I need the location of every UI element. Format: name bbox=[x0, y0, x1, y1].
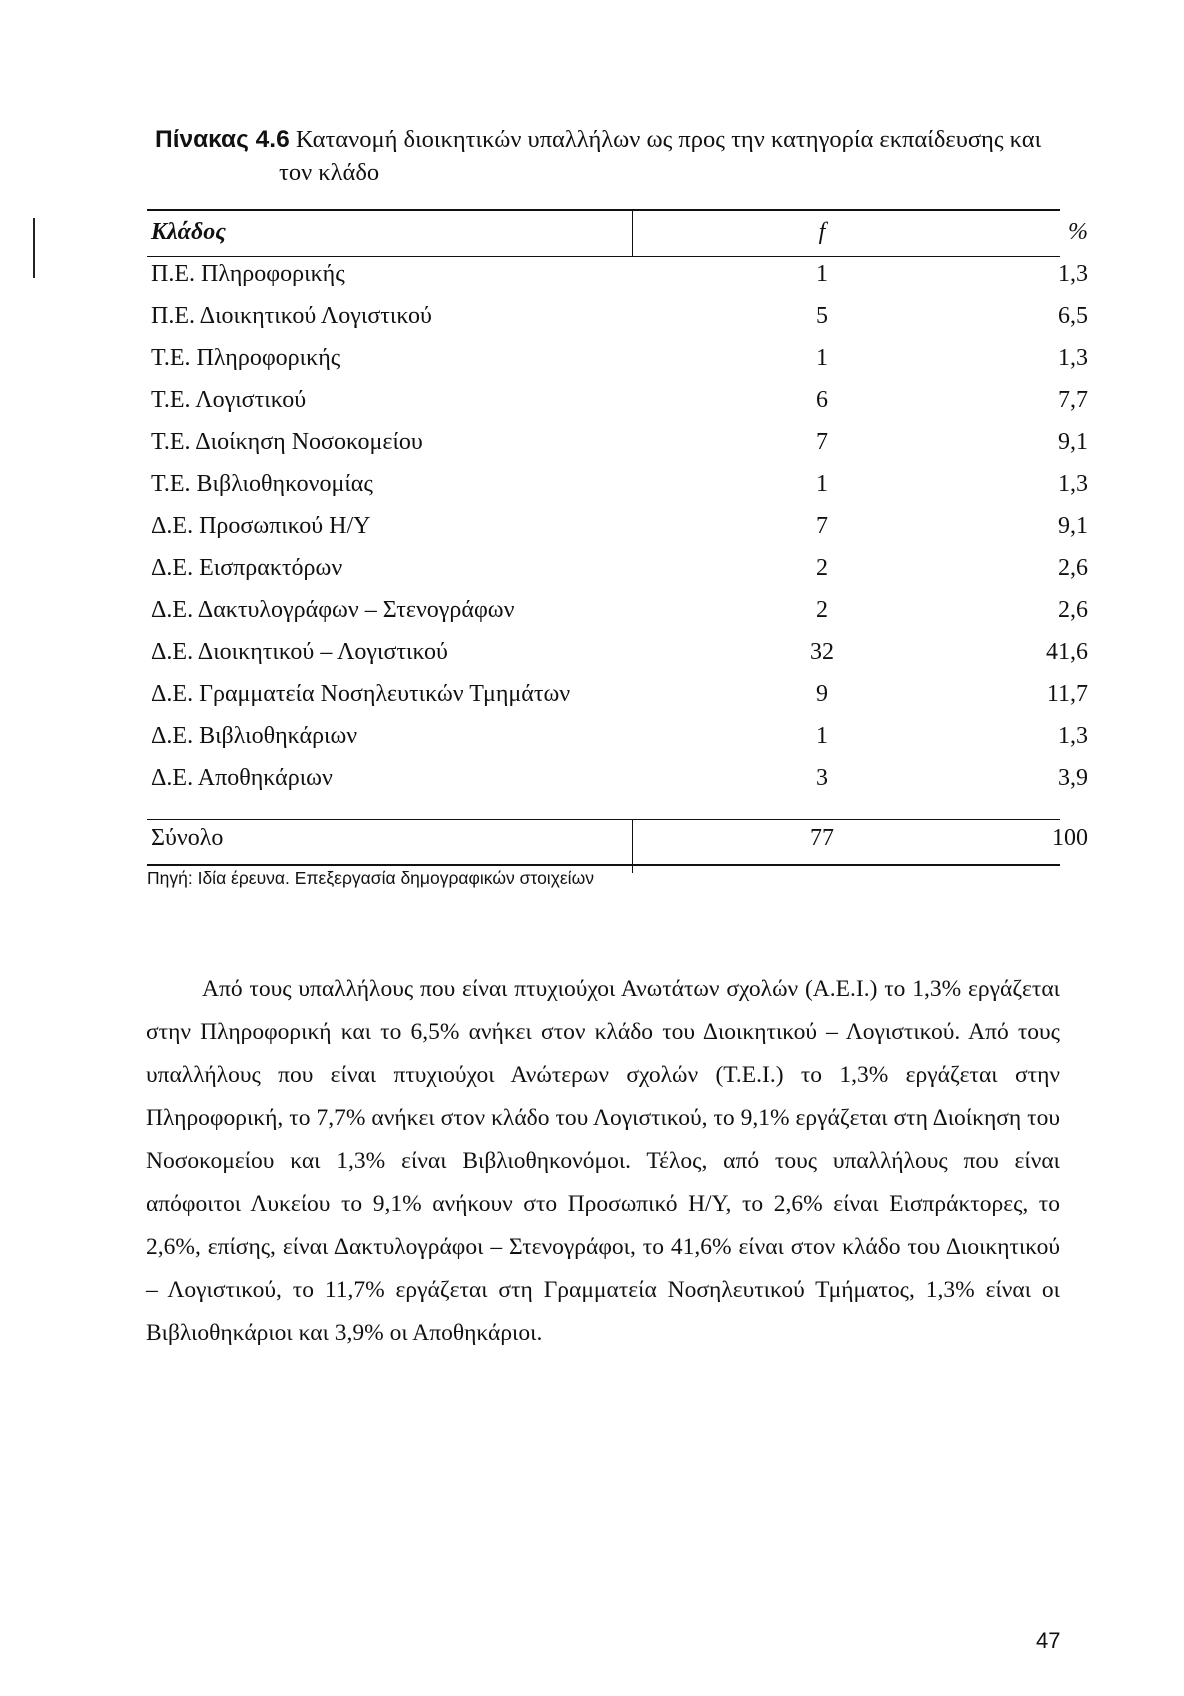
row-branch: Τ.Ε. Βιβλιοθηκονομίας bbox=[151, 471, 373, 497]
row-f: 9 bbox=[816, 681, 828, 707]
row-branch: Π.Ε. Πληροφορικής bbox=[151, 261, 345, 287]
row-branch: Δ.Ε. Δακτυλογράφων – Στενογράφων bbox=[151, 597, 515, 623]
row-branch: Δ.Ε. Βιβλιοθηκάριων bbox=[151, 723, 358, 749]
column-separator bbox=[632, 209, 633, 257]
page-number: 47 bbox=[1036, 1628, 1061, 1653]
total-label: Σύνολο bbox=[151, 825, 224, 851]
row-branch: Δ.Ε. Διοικητικού – Λογιστικού bbox=[151, 639, 448, 665]
row-percent: 41,6 bbox=[1046, 639, 1088, 665]
row-f: 7 bbox=[816, 429, 828, 455]
caption-text-line1: Κατανομή διοικητικών υπαλλήλων ως προς την κατηγορία εκπαίδευσης και bbox=[295, 126, 1042, 153]
row-f: 1 bbox=[816, 471, 828, 497]
row-branch: Π.Ε. Διοικητικού Λογιστικού bbox=[151, 303, 432, 329]
row-percent: 2,6 bbox=[1058, 555, 1088, 581]
total-f: 77 bbox=[810, 825, 834, 851]
row-percent: 6,5 bbox=[1058, 303, 1088, 329]
body-paragraph: Από τους υπαλλήλους που είναι πτυχιούχοι Ανωτάτων σχολών (Α.Ε.Ι.) το 1,3% εργάζεται στην Πληροφορική και το 6,5% ανήκει στον κλάδο του Διοικητικού – Λογιστικού. Από τους υπαλλήλους που είναι πτυχιούχοι Ανώτερων σχολών (Τ.Ε.Ι.) το 1,3% εργάζεται στην Πληροφορική, το 7,7% ανήκει στον κλάδο του Λογιστικού, το 9,1% εργάζεται στη Διοίκηση του Νοσοκομείου και 1,3% είναι Βιβλιοθηκονόμοι. Τέλος, από τους υπαλλήλους που είναι απόφοιτοι Λυκείου το 9,1% ανήκουν στο Προσωπικό Η/Υ, το 2,6% είναι Εισπράκτορες, το 2,6%, επίσης, είναι Δακτυλογράφοι – Στενογράφοι, το 41,6% είναι στον κλάδο του Διοικητικού – Λογιστικού, το 11,7% εργάζεται στη Γραμματεία Νοσηλευτικού Τμήματος, 1,3% είναι οι Βιβλιοθηκάριοι και 3,9% οι Αποθηκάριοι. bbox=[146, 976, 1060, 1346]
row-f: 2 bbox=[816, 597, 828, 623]
total-percent: 100 bbox=[1052, 825, 1088, 851]
row-f: 32 bbox=[810, 639, 834, 665]
row-f: 2 bbox=[816, 555, 828, 581]
row-percent: 2,6 bbox=[1058, 597, 1088, 623]
header-bottom-rule bbox=[147, 256, 1060, 257]
header-f: f bbox=[818, 219, 826, 245]
table-bottom-rule bbox=[147, 864, 1060, 866]
total-top-rule bbox=[147, 819, 1060, 820]
caption-label: Πίνακας 4.6 bbox=[155, 126, 290, 153]
row-percent: 3,9 bbox=[1058, 765, 1088, 791]
row-f: 7 bbox=[816, 513, 828, 539]
row-f: 3 bbox=[816, 765, 828, 791]
row-percent: 9,1 bbox=[1058, 429, 1088, 455]
row-percent: 11,7 bbox=[1046, 681, 1088, 707]
row-percent: 1,3 bbox=[1058, 723, 1088, 749]
row-branch: Τ.Ε. Πληροφορικής bbox=[151, 345, 341, 371]
row-branch: Δ.Ε. Προσωπικού Η/Υ bbox=[151, 513, 371, 539]
row-branch: Τ.Ε. Λογιστικού bbox=[151, 387, 307, 413]
row-percent: 1,3 bbox=[1058, 261, 1088, 287]
margin-mark bbox=[33, 218, 35, 278]
row-f: 1 bbox=[816, 261, 828, 287]
row-f: 6 bbox=[816, 387, 828, 413]
row-branch: Δ.Ε. Γραμματεία Νοσηλευτικών Τμημάτων bbox=[151, 681, 571, 707]
row-percent: 1,3 bbox=[1058, 471, 1088, 497]
row-f: 1 bbox=[816, 723, 828, 749]
row-percent: 1,3 bbox=[1058, 345, 1088, 371]
table-top-rule bbox=[147, 209, 1060, 211]
row-branch: Τ.Ε. Διοίκηση Νοσοκομείου bbox=[151, 429, 423, 455]
row-branch: Δ.Ε. Αποθηκάριων bbox=[151, 765, 333, 791]
caption-text-line2: τον κλάδο bbox=[279, 159, 380, 186]
table-caption bbox=[155, 123, 1055, 189]
header-percent: % bbox=[1068, 219, 1088, 245]
row-f: 1 bbox=[816, 345, 828, 371]
row-f: 5 bbox=[816, 303, 828, 329]
row-branch: Δ.Ε. Εισπρακτόρων bbox=[151, 555, 343, 581]
row-percent: 9,1 bbox=[1058, 513, 1088, 539]
table-source-note: Πηγή: Ιδία έρευνα. Επεξεργασία δημογραφικών στοιχείων bbox=[147, 868, 594, 888]
header-branch: Κλάδος bbox=[151, 219, 226, 245]
row-percent: 7,7 bbox=[1058, 387, 1088, 413]
